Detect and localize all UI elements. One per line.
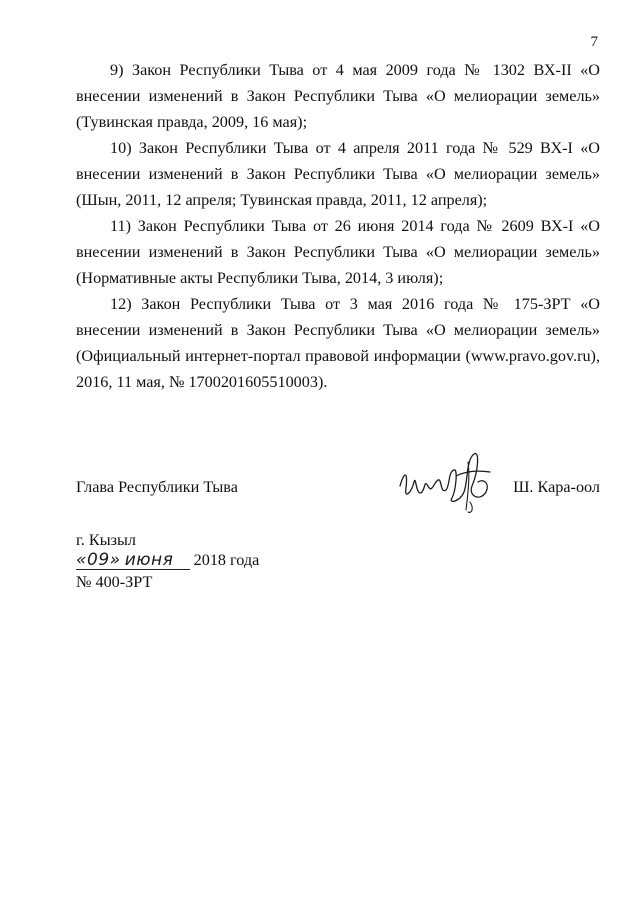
date-line [76, 550, 259, 572]
date-month: июня [124, 550, 174, 570]
date-day: 09 [87, 550, 110, 570]
signatory-title: Глава Республики Тыва [76, 478, 238, 496]
paragraph-item-9: 9) Закон Республики Тыва от 4 мая 2009 года № 1302 ВХ-II «О внесении изменений в Закон Республики Тыва «О мелиорации земель» (Тувинская правда, 2009, 16 мая); [76, 61, 600, 131]
date-year: 2018 года [193, 551, 260, 569]
paragraph-item-10: 10) Закон Республики Тыва от 4 апреля 2011 года № 529 ВХ-I «О внесении изменений в Закон Республики Тыва «О мелиорации земель» (Шын, 2011, 12 апреля; Тувинская правда, 2011, 12 апреля); [76, 139, 600, 209]
signatory-name: Ш. Кара-оол [513, 478, 600, 496]
date-open-quote: « [76, 550, 87, 570]
place-and-date-block [76, 530, 259, 592]
signature-block [76, 478, 600, 518]
document-body [76, 57, 600, 395]
handwritten-date [76, 551, 190, 570]
law-number: № 400-ЗРТ [76, 573, 153, 591]
date-close-quote: » [109, 550, 121, 570]
handwritten-signature [394, 442, 502, 522]
paragraph-item-11: 11) Закон Республики Тыва от 26 июня 2014 года № 2609 ВХ-I «О внесении изменений в Закон Республики Тыва «О мелиорации земель» (Нормативные акты Республики Тыва, 2014, 3 июля); [76, 217, 600, 287]
paragraph-item-12: 12) Закон Республики Тыва от 3 мая 2016 года № 175-ЗРТ «О внесении изменений в Закон Республики Тыва «О мелиорации земель» (Официальный интернет-портал правовой информации (www.pravo.gov.ru), 2016, 11 мая, № 1700201605510003). [76, 295, 600, 391]
city-line: г. Кызыл [76, 531, 136, 549]
page-number: 7 [590, 34, 598, 50]
